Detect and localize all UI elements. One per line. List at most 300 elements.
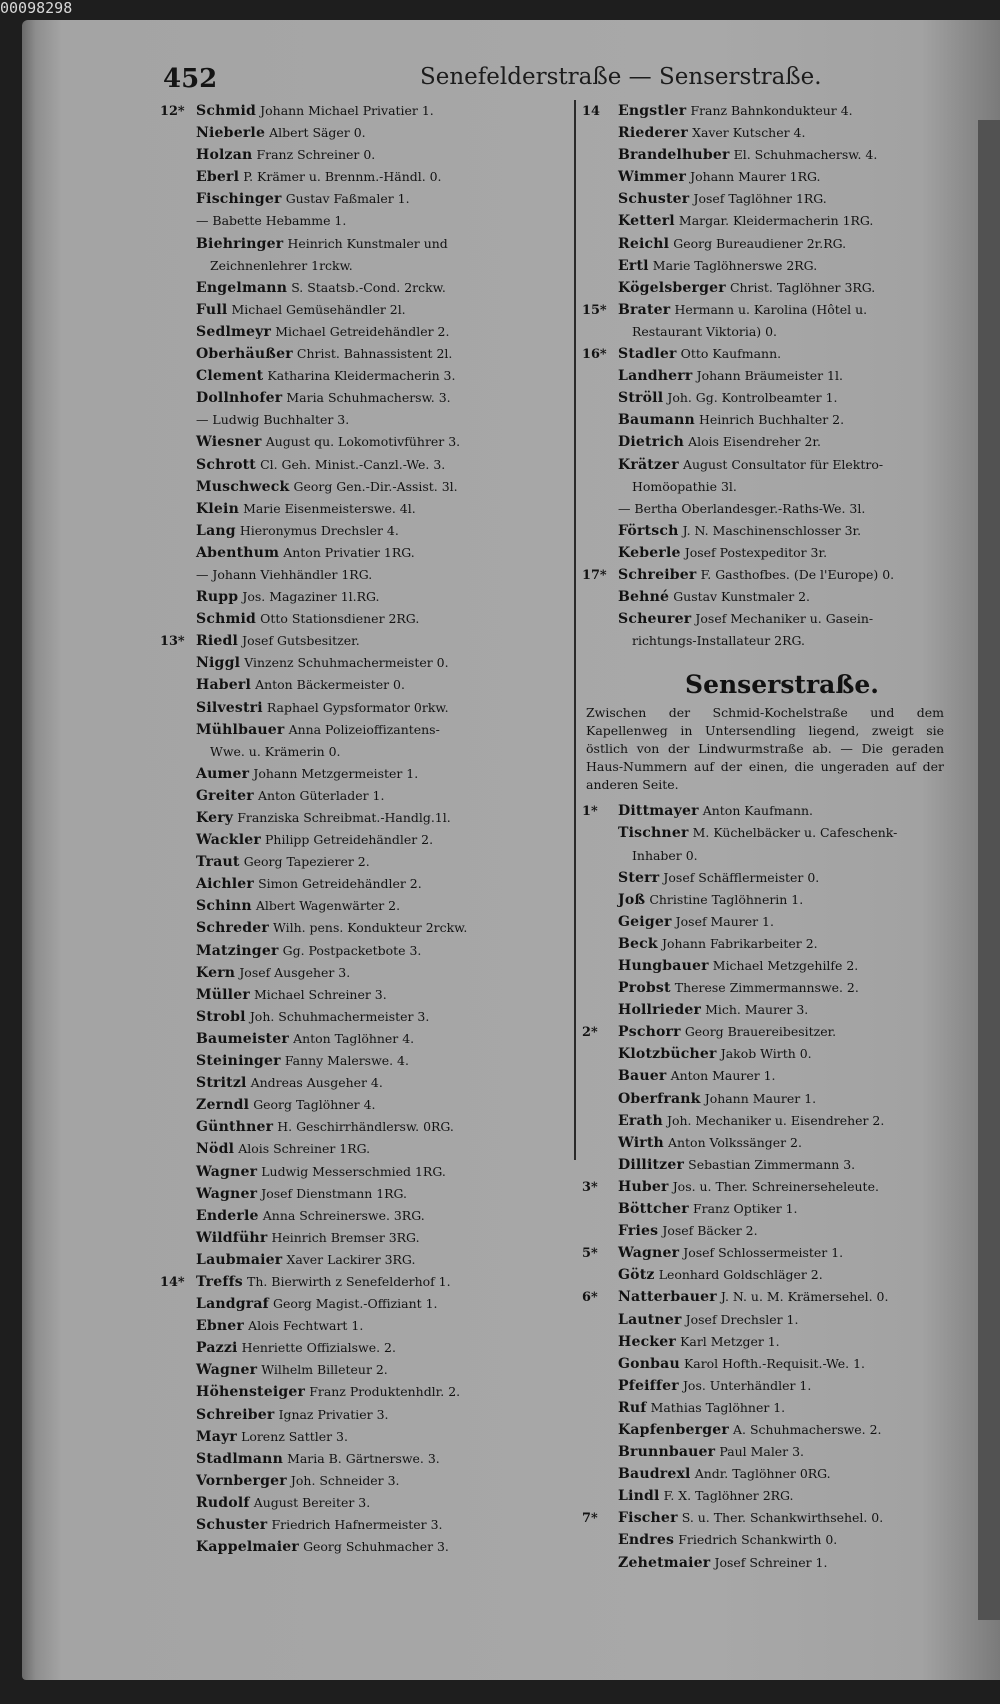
resident-surname: Scheurer [618,611,692,628]
resident-surname: Dillitzer [618,1156,685,1173]
resident-surname: Stadlmann [196,1450,283,1467]
resident-surname: Strobl [196,1008,246,1025]
resident-details: Margar. Kleidermacherin 1RG. [678,213,874,229]
resident-details: Ignaz Privatier 3. [278,1406,389,1422]
resident-details: August Consultator für Elektro- [682,456,884,472]
resident-details: Christine Taglöhnerin 1. [649,891,804,907]
resident-surname: Dittmayer [618,803,699,820]
resident-surname: Lautner [618,1311,682,1328]
resident-details: Georg Bureaudiener 2r.RG. [673,235,847,251]
directory-entry [160,454,578,476]
directory-entry [582,1065,952,1087]
directory-entry [160,1514,578,1536]
resident-details: Christ. Bahnassistent 2l. [296,346,453,362]
directory-entry [160,1183,578,1205]
resident-details: S. Staatsb.-Cond. 2rckw. [291,279,446,295]
directory-entry [160,763,578,785]
resident-surname: Behné [618,589,670,606]
resident-details: Gustav Faßmaler 1. [285,191,410,207]
resident-details: Georg Schuhmacher 3. [303,1539,449,1555]
resident-details: richtungs-Installateur 2RG. [632,633,805,649]
resident-details: Josef Taglöhner 1RG. [693,191,827,207]
resident-surname: Schinn [196,898,252,915]
directory-entry [582,630,952,652]
directory-entry [160,940,578,962]
resident-surname: Greiter [196,787,254,804]
resident-details: Jakob Wirth 0. [720,1046,812,1062]
directory-entry [160,1337,578,1359]
resident-details: — Johann Viehhändler 1RG. [196,566,373,582]
resident-surname: Pfeiffer [618,1377,679,1394]
resident-details: Franziska Schreibmat.-Handlg.1l. [237,810,451,825]
directory-entry [582,1507,952,1529]
resident-details: Georg Magist.-Offiziant 1. [273,1296,438,1312]
resident-details: Johann Maurer 1RG. [690,169,821,185]
resident-surname: Sedlmeyr [196,323,272,340]
directory-entry [582,188,952,210]
house-number: 12* [160,104,185,119]
directory-entry [582,1331,952,1353]
scan-id: 00098298 [0,0,73,17]
directory-entry [582,1198,952,1220]
resident-surname: Ruf [618,1399,647,1416]
directory-entry [160,277,578,299]
directory-entry [582,454,952,476]
resident-surname: Enderle [196,1207,259,1224]
resident-surname: Sterr [618,869,660,886]
resident-details: Gg. Postpacketbote 3. [282,942,422,958]
resident-surname: Engstler [618,103,687,119]
resident-surname: Beck [618,935,658,952]
resident-details: Fanny Malerswe. 4. [284,1053,409,1069]
page-number: 452 [163,64,218,94]
house-number: 15* [582,302,607,318]
resident-surname: Lang [196,522,236,539]
directory-entry [160,1536,578,1558]
resident-surname: Keberle [618,544,681,561]
resident-surname: Gonbau [618,1355,680,1372]
resident-details: Josef Bäcker 2. [662,1223,758,1239]
resident-details: Jos. Unterhändler 1. [682,1377,812,1393]
directory-entry [582,1043,952,1065]
directory-entry [160,1404,578,1426]
resident-surname: Biehringer [196,235,284,252]
resident-surname: Wagner [618,1245,680,1262]
directory-entry [582,586,952,608]
resident-surname: Steininger [196,1053,281,1070]
resident-surname: Geiger [618,913,672,930]
resident-details: Anna Schreinerswe. 3RG. [262,1207,425,1223]
directory-entry [160,1050,578,1072]
resident-details: Michael Gemüsehändler 2l. [231,301,406,317]
directory-entry [160,586,578,608]
house-number: 1* [582,804,598,820]
resident-surname: Endres [618,1532,675,1549]
resident-surname: Hecker [618,1333,676,1350]
left-column [160,100,578,1558]
resident-surname: Fischer [618,1510,678,1527]
resident-details: Josef Maurer 1. [675,913,774,929]
resident-surname: Engelmann [196,279,288,296]
resident-details: Anton Bäckermeister 0. [255,677,405,693]
resident-details: Cl. Geh. Minist.-Canzl.-We. 3. [260,456,446,472]
directory-entry [160,829,578,851]
directory-entry [582,122,952,144]
directory-entry [160,1227,578,1249]
directory-entry [582,498,952,520]
directory-entry [582,564,952,586]
resident-details: Josef Mechaniker u. Gasein- [695,611,874,627]
resident-surname: Wildführ [196,1229,268,1246]
resident-surname: Niggl [196,655,241,672]
resident-surname: Höhensteiger [196,1384,306,1401]
resident-surname: Haberl [196,677,252,694]
directory-entry [160,1426,578,1448]
resident-details: Mich. Maurer 3. [705,1002,809,1018]
resident-surname: Wimmer [618,169,687,186]
resident-details: Joh. Gg. Kontrolbeamter 1. [667,390,838,406]
resident-details: Gustav Kunstmaler 2. [673,589,811,605]
resident-details: El. Schuhmachersw. 4. [733,147,878,163]
directory-entry [160,719,578,741]
resident-surname: Matzinger [196,942,279,959]
senserstrasse-entries [582,800,952,1573]
directory-entry [160,1028,578,1050]
resident-details: Mathias Taglöhner 1. [650,1399,786,1415]
directory-entry [582,933,952,955]
directory-entry [160,343,578,365]
resident-details: F. X. Taglöhner 2RG. [663,1488,794,1504]
resident-surname: Förtsch [618,522,679,539]
directory-entry [582,409,952,431]
directory-entry [582,1375,952,1397]
resident-surname: Pazzi [196,1340,238,1357]
resident-details: Anna Polizeioffizantens- [288,721,440,737]
directory-entry [160,299,578,321]
resident-surname: Schmid [196,611,257,628]
resident-surname: Kögelsberger [618,279,726,296]
directory-entry [582,233,952,255]
house-number: 14 [582,104,600,119]
resident-details: Jos. u. Ther. Schreinerseheleute. [672,1178,879,1194]
directory-entry [160,962,578,984]
resident-surname: Landherr [618,368,693,385]
resident-details: Maria Schuhmachersw. 3. [286,390,451,406]
resident-details: Homöopathie 3l. [632,478,737,494]
resident-details: Friedrich Hafnermeister 3. [271,1517,443,1532]
directory-entry [160,321,578,343]
directory-entry [582,1110,952,1132]
resident-details: Georg Brauereibesitzer. [684,1024,837,1040]
directory-entry [160,365,578,387]
resident-surname: Riederer [618,125,688,142]
directory-entry [582,1441,952,1463]
resident-surname: Götz [618,1267,655,1284]
directory-entry [160,1161,578,1183]
directory-entry [582,343,952,365]
resident-details: Xaver Lackirer 3RG. [286,1251,416,1267]
resident-details: Vinzenz Schuhmachermeister 0. [244,655,449,671]
resident-surname: Ertl [618,257,649,274]
directory-entry [160,542,578,564]
resident-surname: Rudolf [196,1494,250,1511]
resident-surname: Schuster [196,1517,268,1533]
directory-entry [160,697,578,719]
resident-details: Joh. Schuhmachermeister 3. [249,1008,430,1024]
directory-entry [160,1492,578,1514]
resident-details: — Babette Hebamme 1. [196,213,347,229]
resident-details: Katharina Kleidermacherin 3. [267,368,456,384]
directory-entry [582,955,952,977]
resident-surname: Krätzer [618,456,679,473]
resident-surname: Zerndl [196,1097,250,1114]
directory-entry [582,845,952,867]
resident-details: Johann Fabrikarbeiter 2. [661,935,818,951]
resident-details: Albert Wagenwärter 2. [255,898,401,914]
directory-entry [160,851,578,873]
resident-details: S. u. Ther. Schankwirthsehel. 0. [681,1510,884,1526]
resident-details: Georg Taglöhner 4. [253,1097,376,1113]
resident-surname: Schreiber [618,566,697,583]
directory-entry [160,608,578,630]
resident-surname: Brunnbauer [618,1444,716,1461]
resident-surname: Traut [196,854,240,871]
directory-entry [160,1359,578,1381]
resident-surname: Erath [618,1112,663,1129]
resident-surname: Oberhäußer [196,346,293,363]
resident-surname: Schreder [196,920,269,937]
resident-surname: Holzan [196,147,253,164]
resident-details: Andr. Taglöhner 0RG. [694,1466,831,1482]
resident-surname: Kery [196,810,234,826]
resident-details: Ludwig Messerschmied 1RG. [261,1163,446,1179]
resident-details: Heinrich Bremser 3RG. [271,1229,420,1245]
resident-surname: Clement [196,368,264,385]
resident-surname: Silvestri [196,699,263,716]
directory-entry [582,1529,952,1551]
resident-details: J. N. u. M. Krämersehel. 0. [720,1289,889,1305]
resident-details: Maria B. Gärtnerswe. 3. [287,1450,440,1466]
resident-details: Johann Bräumeister 1l. [696,368,843,384]
resident-surname: Brater [618,301,671,318]
directory-entry [160,984,578,1006]
directory-entry [582,1242,952,1264]
house-number: 3* [582,1179,598,1195]
resident-details: Th. Bierwirth z Senefelderhof 1. [247,1273,451,1289]
resident-surname: Baumann [618,412,695,429]
house-number: 14* [160,1274,185,1290]
directory-entry [582,277,952,299]
resident-surname: Fischinger [196,191,282,208]
resident-surname: Landgraf [196,1296,269,1313]
resident-details: Franz Schreiner 0. [256,147,376,163]
directory-entry [160,1205,578,1227]
resident-details: Albert Säger 0. [269,125,366,141]
section-heading: Senserstraße. [685,670,879,700]
resident-details: Johann Michael Privatier 1. [260,103,434,118]
resident-surname: Wiesner [196,434,262,451]
resident-details: Otto Kaufmann. [680,346,782,362]
resident-surname: Zehetmaier [618,1554,711,1571]
directory-entry [582,166,952,188]
directory-entry [582,1264,952,1286]
right-column [582,100,952,1574]
directory-entry [160,431,578,453]
directory-entry [160,1271,578,1293]
directory-entry [582,144,952,166]
resident-surname: Nieberle [196,125,266,142]
resident-details: Anton Maurer 1. [670,1068,776,1084]
section-description: Zwischen der Schmid-Kochelstraße und dem Kapellenweg in Untersendling liegend, zweigt sie östlich von der Lindwurmstraße ab. — Die geraden Haus-Nummern auf der einen, die ungeraden auf der anderen Seite. [586,705,944,793]
resident-details: Alois Eisendreher 2r. [688,434,821,450]
resident-details: A. Schuhmacherswe. 2. [733,1421,882,1437]
resident-details: Josef Schreiner 1. [714,1554,828,1570]
resident-surname: Dollnhofer [196,390,283,407]
directory-entry [160,1470,578,1492]
resident-details: Joh. Mechaniker u. Eisendreher 2. [666,1112,885,1128]
directory-entry [160,1315,578,1337]
resident-surname: Klotzbücher [618,1046,717,1063]
resident-details: Philipp Getreidehändler 2. [265,832,434,848]
resident-surname: Ketterl [618,213,675,230]
resident-details: Inhaber 0. [632,847,698,863]
resident-surname: Laubmaier [196,1251,283,1268]
resident-surname: Böttcher [618,1201,689,1218]
resident-surname: Muschweck [196,478,290,495]
house-number: 16* [582,347,607,363]
resident-surname: Fries [618,1223,659,1240]
resident-surname: Tischner [618,825,689,842]
resident-details: August qu. Lokomotivführer 3. [265,434,461,450]
resident-details: Restaurant Viktoria) 0. [632,323,777,339]
resident-details: Alois Fechtwart 1. [248,1318,364,1334]
resident-surname: Günthner [196,1119,274,1136]
resident-surname: Müller [196,986,250,1003]
directory-entry [160,741,578,763]
resident-details: Josef Schäfflermeister 0. [663,869,820,885]
resident-details: Michael Getreidehändler 2. [275,323,450,339]
resident-surname: Pschorr [618,1024,681,1041]
resident-details: Josef Schlossermeister 1. [683,1245,844,1261]
resident-details: Xaver Kutscher 4. [692,125,806,141]
resident-surname: Nödl [196,1141,235,1158]
directory-entry [160,1381,578,1403]
resident-surname: Huber [618,1178,669,1195]
resident-surname: Schrott [196,456,256,473]
directory-entry [582,520,952,542]
house-number: 13* [160,634,185,650]
resident-surname: Aichler [196,876,255,893]
directory-entry [160,807,578,829]
running-head: Senefelderstraße — Senserstraße. [420,64,822,90]
resident-surname: Mayr [196,1428,237,1445]
resident-details: Christ. Taglöhner 3RG. [729,279,876,295]
resident-details: Otto Stationsdiener 2RG. [260,611,420,627]
resident-details: Marie Taglöhnerswe 2RG. [652,257,818,273]
resident-details: Josef Gutsbesitzer. [242,633,360,649]
resident-details: Heinrich Kunstmaler und [287,235,448,251]
directory-entry [582,299,952,321]
resident-details: P. Krämer u. Brennm.-Händl. 0. [243,169,442,185]
resident-surname: Dietrich [618,434,684,451]
directory-entry [582,365,952,387]
resident-details: Henriette Offizialswe. 2. [241,1340,396,1356]
house-number: 6* [582,1290,598,1306]
resident-details: Zeichnenlehrer 1rckw. [210,257,353,273]
resident-surname: Kern [196,964,236,981]
directory-entry [582,1132,952,1154]
resident-details: Heinrich Buchhalter 2. [699,412,845,428]
directory-entry [582,1176,952,1198]
directory-entry [160,166,578,188]
adjacent-page-edge [978,120,1000,1620]
resident-details: August Bereiter 3. [253,1494,371,1510]
resident-surname: Wagner [196,1362,258,1379]
resident-surname: Rupp [196,589,239,606]
directory-entry [582,889,952,911]
resident-surname: Hungbauer [618,958,709,974]
resident-details: Marie Eisenmeisterswe. 4l. [243,500,416,516]
resident-surname: Oberfrank [618,1090,701,1107]
resident-details: Anton Kaufmann. [702,803,813,819]
resident-surname: Lindl [618,1488,660,1505]
resident-details: Friedrich Schankwirth 0. [678,1532,838,1548]
directory-entry [160,785,578,807]
resident-surname: Mühlbauer [196,721,285,738]
directory-entry [160,122,578,144]
resident-details: Josef Dienstmann 1RG. [261,1185,408,1201]
directory-entry [160,100,578,122]
directory-entry [160,917,578,939]
directory-entry [582,608,952,630]
directory-entry [582,1088,952,1110]
directory-entry [160,674,578,696]
directory-entry [160,630,578,652]
resident-details: Hermann u. Karolina (Hôtel u. [674,301,868,317]
directory-entry [160,1448,578,1470]
resident-details: Alois Schreiner 1RG. [238,1141,371,1157]
resident-details: — Ludwig Buchhalter 3. [196,412,350,428]
resident-surname: Hollrieder [618,1002,702,1019]
directory-entry [160,1116,578,1138]
resident-details: Josef Postexpeditor 3r. [684,544,828,560]
directory-entry [582,1485,952,1507]
resident-surname: Reichl [618,235,670,252]
resident-details: Anton Volkssänger 2. [668,1134,802,1150]
resident-details: Georg Tapezierer 2. [243,854,370,870]
directory-entry [160,476,578,498]
resident-details: Leonhard Goldschläger 2. [658,1267,823,1283]
directory-entry [160,387,578,409]
resident-details: Wilh. pens. Kondukteur 2rckw. [273,920,468,936]
directory-entry [582,431,952,453]
resident-details: Andreas Ausgeher 4. [250,1075,383,1091]
directory-entry [582,1021,952,1043]
resident-details: Raphael Gypsformator 0rkw. [266,699,449,715]
resident-details: Joh. Schneider 3. [290,1472,400,1488]
directory-entry [582,542,952,564]
resident-surname: Kapfenberger [618,1421,729,1438]
resident-surname: Wagner [196,1163,258,1180]
resident-surname: Probst [618,980,671,997]
directory-entry [582,1309,952,1331]
directory-entry [582,321,952,343]
resident-details: Michael Schreiner 3. [254,986,387,1002]
resident-surname: Schmid [196,103,257,119]
resident-details: Michael Metzgehilfe 2. [712,958,859,973]
resident-surname: Baumeister [196,1030,289,1047]
directory-entry [160,233,578,255]
